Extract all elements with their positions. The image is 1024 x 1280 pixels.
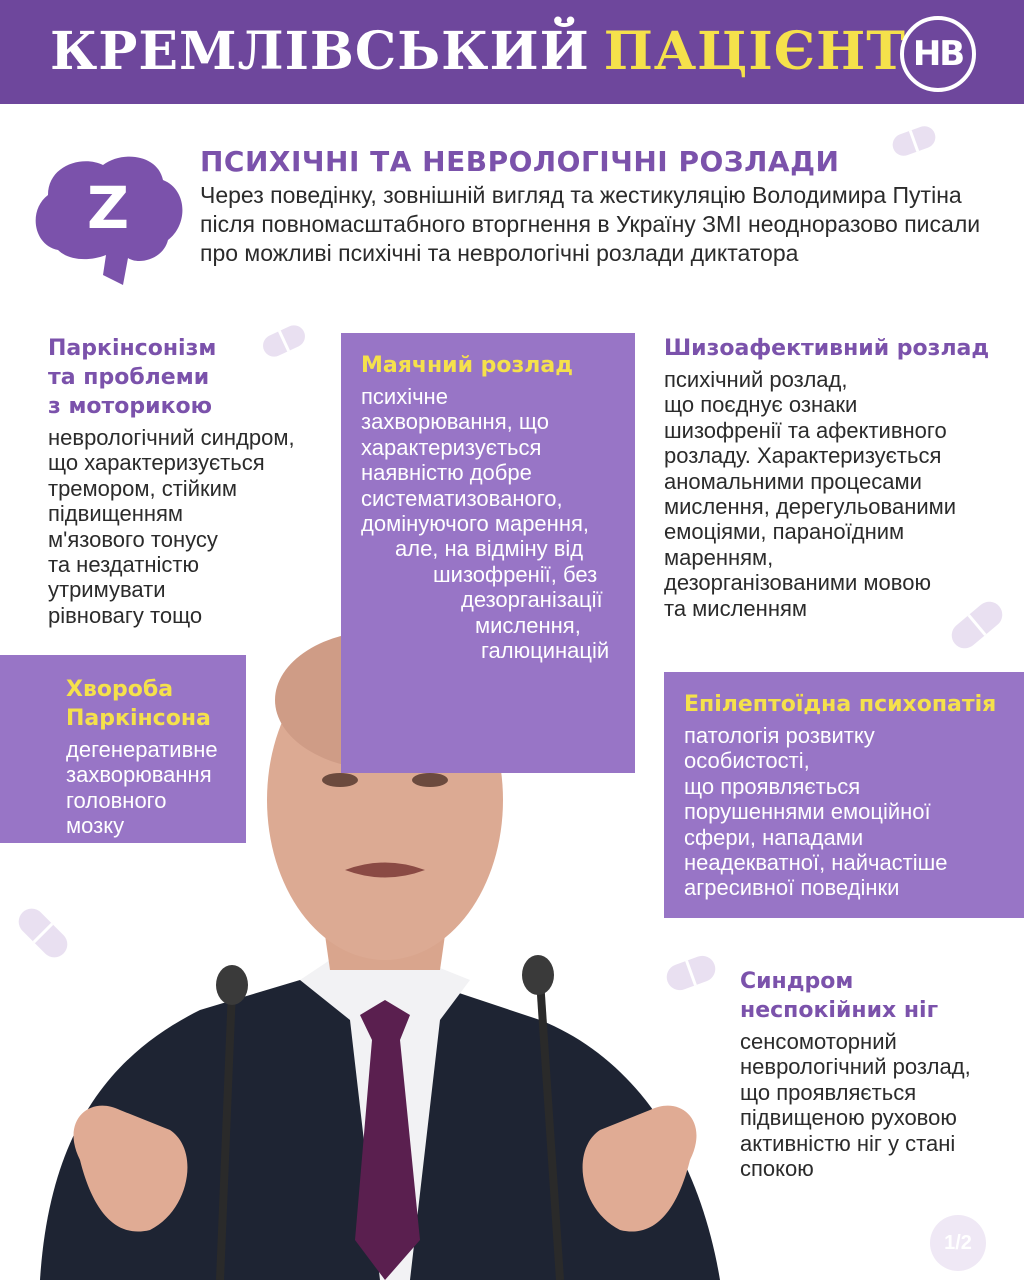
text-line: але, на відміну від [395,536,584,562]
title-line: неспокійних ніг [740,998,939,1023]
delusional-disorder-block [341,333,635,773]
text-line: та нездатністю [48,552,199,578]
epileptoid-psychopathy-title: Епілептоїдна психопатія [684,692,997,717]
text-line: маренням, [664,544,774,570]
nv-logo[interactable]: НВ [900,16,976,92]
title-yellow-part: ПАЦІЄНТ [603,21,906,82]
text-line: дезорганізації [461,587,603,613]
intro-text: Через поведінку, зовнішній вигляд та жестикуляцію Володимира Путіна після повномасштабного вторгнення в Україну ЗМІ неодноразово писали про можливі психічні та неврологічні розлади диктатора [200,182,981,266]
parkinsonism-title [48,334,338,421]
epileptoid-psychopathy-block [664,672,1024,918]
title-line: Паркінсона [66,706,211,731]
text-line: неадекватної, найчастіше [684,850,948,876]
text-line: емоціями, параноїдним [664,519,905,545]
restless-legs-text [740,1029,1010,1181]
text-line: та мисленням [664,595,807,621]
text-line: що характеризується [48,450,265,476]
text-line: мозку [66,813,125,839]
text-line: домінуючого марення, [361,511,589,537]
text-line: розладу. Характеризується [664,443,942,469]
text-line: порушеннями емоційної [684,799,931,825]
text-line: активністю ніг у стані [740,1130,956,1156]
text-line: що поєднує ознаки [664,392,858,418]
parkinsonism-block [48,334,338,628]
parkinsonism-text [48,425,338,628]
delusional-disorder-title: Маячний розлад [361,353,574,378]
page-title [50,22,906,82]
text-line: шизофренії та афективного [664,417,947,443]
text-line: головного [66,787,167,813]
schizoaffective-block [664,334,1004,621]
text-line: що проявляється [684,773,861,799]
text-line: неврологічний синдром, [48,425,295,450]
parkinsonism-title-line: та проблеми [48,365,210,390]
text-line: підвищенням [48,501,184,527]
schizoaffective-text [664,367,1004,621]
intro-title: ПСИХІЧНІ ТА НЕВРОЛОГІЧНІ РОЗЛАДИ [200,145,840,178]
parkinsons-disease-title [66,675,246,733]
schizoaffective-title: Шизоафективний розлад [664,336,990,361]
text-line: що проявляється [740,1079,917,1105]
text-line: тремором, стійким [48,475,238,501]
head-icon [28,150,188,300]
text-line: дегенеративне [66,737,218,762]
text-line: характеризується [361,434,542,460]
text-line: сенсомоторний [740,1029,897,1054]
text-line: особистості, [684,748,810,774]
text-line: захворювання [66,762,212,788]
text-line: мислення, [475,612,581,638]
text-line: психічне [361,384,448,409]
parkinsons-disease-text [66,737,246,839]
parkinsonism-title-line: з моторикою [48,394,213,419]
text-line: рівновагу тощо [48,602,203,628]
text-line: сфери, нападами [684,824,864,850]
pill-icon [890,123,939,159]
header-bar [0,0,1024,104]
text-line: захворювання, що [361,409,549,435]
text-line: м'язового тонусу [48,526,218,552]
text-line: наявністю добре [361,460,532,486]
text-line: дезорганізованими мовою [664,570,931,596]
text-line: мислення, дерегульованими [664,494,957,520]
text-line: неврологічний розлад, [740,1054,971,1080]
page-indicator[interactable]: 1/2 [930,1215,986,1271]
text-line: агресивної поведінки [684,875,900,901]
restless-legs-title [740,967,1010,1025]
text-line: підвищеною руховою [740,1105,957,1131]
delusional-disorder-text [361,384,635,663]
restless-legs-block [740,967,1010,1181]
text-line: аномальними процесами [664,468,922,494]
text-line: утримувати [48,577,166,603]
parkinsonism-title-line: Паркінсонізм [48,336,217,361]
text-line: галюцинацій [481,638,610,664]
title-line: Синдром [740,969,854,994]
title-line: Хвороба [66,677,174,702]
text-line: патологія розвитку [684,723,875,748]
text-line: шизофренії, без [433,561,598,587]
text-line: спокою [740,1156,814,1182]
title-white-part: КРЕМЛІВСЬКИЙ [50,21,590,82]
text-line: систематизованого, [361,485,563,511]
text-line: психічний розлад, [664,367,848,392]
epileptoid-psychopathy-text [684,723,1024,901]
parkinsons-disease-block [0,655,246,843]
head-icon-letter: Z [86,174,130,242]
